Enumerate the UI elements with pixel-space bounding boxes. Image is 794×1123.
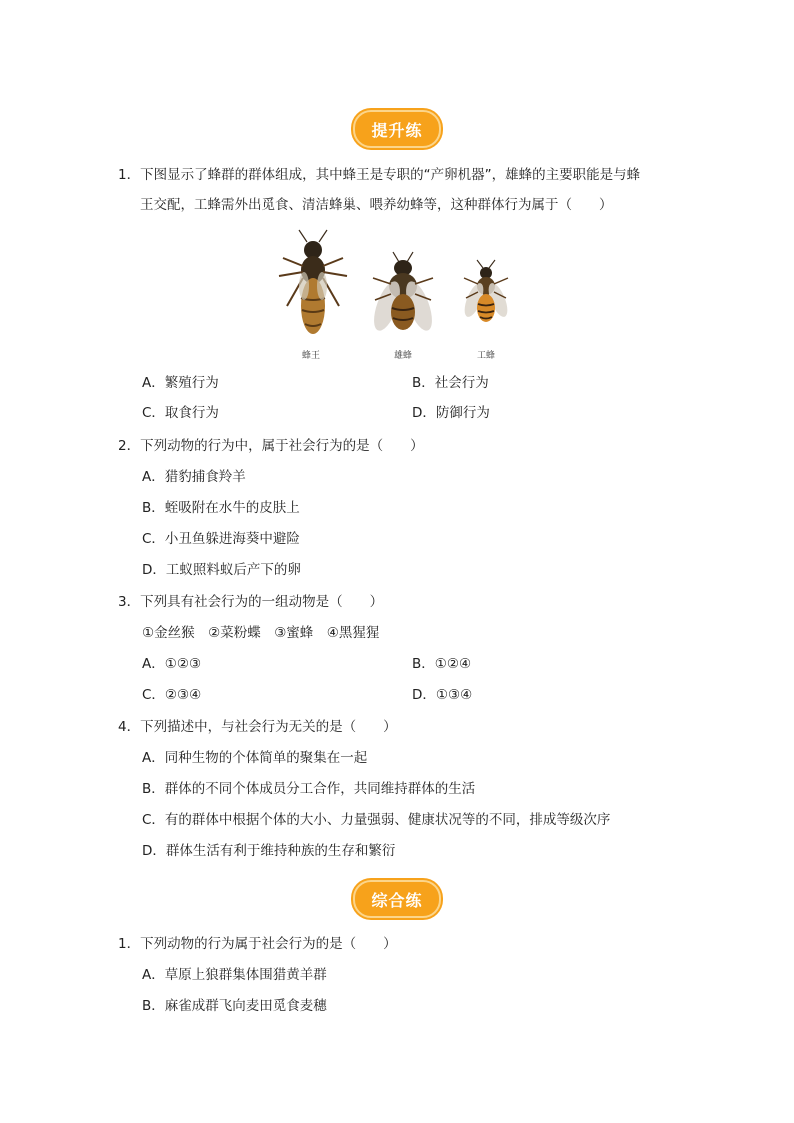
queen-bee-image [279, 230, 347, 334]
q3-option-d[interactable]: D．①③④ [412, 687, 473, 703]
q3-option-b[interactable]: B．①②④ [412, 656, 472, 672]
worker-bee-label: 工蜂 [477, 351, 496, 361]
q3-option-c[interactable]: C．②③④ [142, 687, 202, 703]
q4-option-a[interactable]: A．同种生物的个体简单的聚集在一起 [142, 750, 368, 766]
section-badge-comprehensive: 综合练 [353, 880, 441, 918]
q3-option-a[interactable]: A．①②③ [142, 656, 202, 672]
q4-option-d[interactable]: D．群体生活有利于维持种族的生存和繁衍 [142, 843, 396, 859]
c1-option-a[interactable]: A．草原上狼群集体围猎黄羊群 [142, 967, 327, 983]
bee-illustration [270, 228, 530, 348]
q1-option-a[interactable]: A．繁殖行为 [142, 375, 219, 391]
worker-bee-image [461, 260, 511, 322]
section-badge-practice: 提升练 [353, 110, 441, 148]
c1-stem: 1．下列动物的行为属于社会行为的是（ ） [118, 936, 397, 952]
q2-option-c[interactable]: C．小丑鱼躲进海葵中避险 [142, 531, 300, 547]
q1-option-b[interactable]: B．社会行为 [412, 375, 489, 391]
q1-stem-line1: 1．下图显示了蜂群的群体组成，其中蜂王是专职的“产卵机器”，雄蜂的主要职能是与蜂 [118, 167, 641, 183]
q3-items: ①金丝猴 ②菜粉蝶 ③蜜蜂 ④黑猩猩 [142, 625, 380, 641]
q2-stem: 2．下列动物的行为中，属于社会行为的是（ ） [118, 438, 424, 454]
q1-option-c[interactable]: C．取食行为 [142, 405, 219, 421]
q4-stem: 4．下列描述中，与社会行为无关的是（ ） [118, 719, 397, 735]
q2-option-d[interactable]: D．工蚁照料蚁后产下的卵 [142, 562, 301, 578]
q1-stem-line2: 王交配，工蜂需外出觅食、清洁蜂巢、喂养幼蜂等，这种群体行为属于（ ） [140, 197, 613, 213]
q3-stem: 3．下列具有社会行为的一组动物是（ ） [118, 594, 384, 610]
drone-bee-label: 雄蜂 [394, 351, 413, 361]
drone-bee-image [369, 252, 438, 334]
q4-option-c[interactable]: C．有的群体中根据个体的大小、力量强弱、健康状况等的不同，排成等级次序 [142, 812, 611, 828]
q2-option-b[interactable]: B．蛭吸附在水牛的皮肤上 [142, 500, 300, 516]
queen-bee-label: 蜂王 [302, 351, 321, 361]
q2-option-a[interactable]: A．猎豹捕食羚羊 [142, 469, 246, 485]
c1-option-b[interactable]: B．麻雀成群飞向麦田觅食麦穗 [142, 998, 327, 1014]
bee-figure [270, 228, 530, 362]
q4-option-b[interactable]: B．群体的不同个体成员分工合作，共同维持群体的生活 [142, 781, 476, 797]
q1-option-d[interactable]: D．防御行为 [412, 405, 490, 421]
